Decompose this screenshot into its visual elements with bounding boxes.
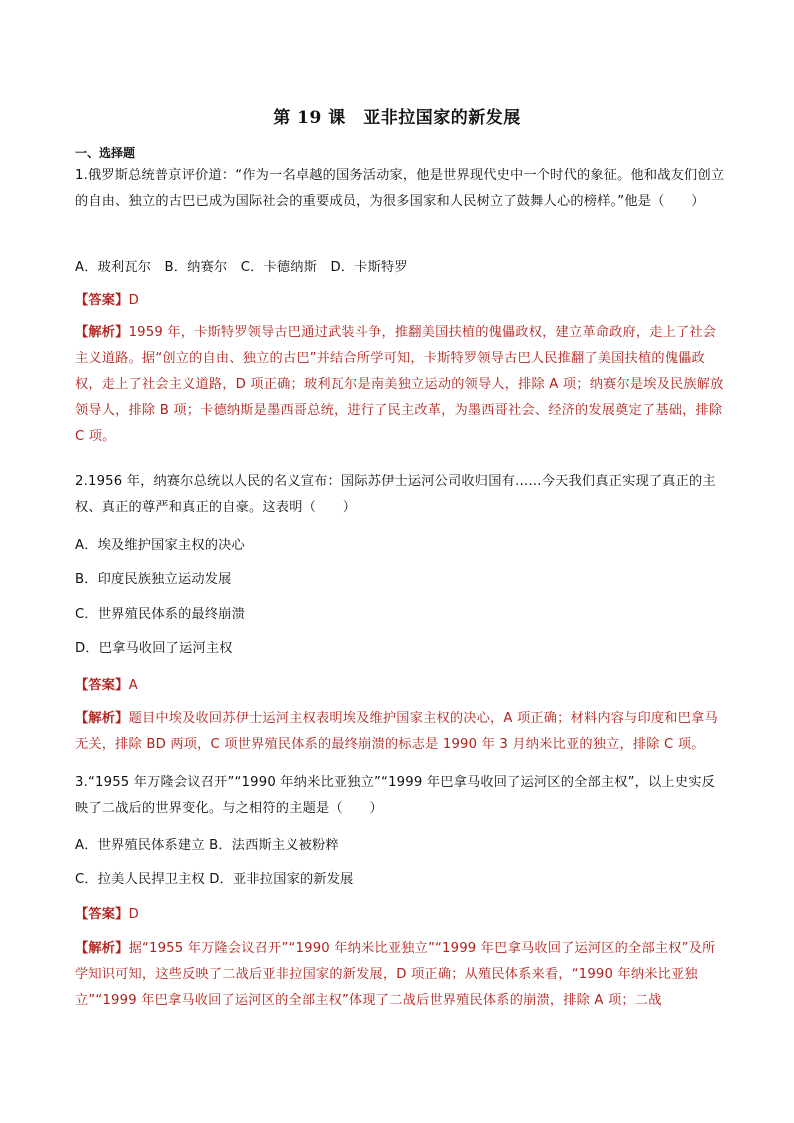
option-row: A．埃及维护国家主权的决心 xyxy=(75,538,245,553)
answer-tag: 【答案】 xyxy=(75,678,129,693)
analysis-body: 据“1955 年万隆会议召开”“1990 年纳米比亚独立”“1999 年巴拿马收回了运河区的全部主权”及所学知识可知，这些反映了二战后亚非拉国家的新发展，D 项正确；从殖民体系来看，“1990 年纳米比亚独立”“1999 年巴拿马收回了运河区的全部主权”体现了二战后世界殖民体系的崩溃，排除 A 项；二战 xyxy=(75,941,716,1008)
question-stem: 3.“1955 年万隆会议召开”“1990 年纳米比亚独立”“1999 年巴拿马收回了运河区的全部主权”，以上史实反映了二战后的世界变化。与之相符的主题是（ ） xyxy=(75,775,715,816)
option-row: D．巴拿马收回了运河主权 xyxy=(75,641,233,656)
option-row: C．世界殖民体系的最终崩溃 xyxy=(75,607,246,622)
analysis-body: 题目中埃及收回苏伊士运河主权表明埃及维护国家主权的决心，A 项正确；材料内容与印度和巴拿马无关，排除 BD 两项，C 项世界殖民体系的最终崩溃的标志是 1990 年 3 月纳米比亚的独立，排除 C 项。 xyxy=(75,711,718,752)
question-stem: 2.1956 年，纳赛尔总统以人民的名义宣布：国际苏伊士运河公司收归国有……今天我们真正实现了真正的主权、真正的尊严和真正的自豪。这表明（ ） xyxy=(75,474,716,515)
analysis-tag: 【解析】 xyxy=(75,711,129,726)
answer-value: A xyxy=(128,678,138,693)
section-heading: 一、选择题 xyxy=(75,146,136,160)
option-row: A．世界殖民体系建立 B．法西斯主义被粉粹 xyxy=(75,838,339,853)
page-title: 第 19 课 亚非拉国家的新发展 xyxy=(273,108,521,128)
analysis-text xyxy=(75,706,725,758)
analysis-tag: 【解析】 xyxy=(75,941,129,956)
option-row: A．玻利瓦尔 B．纳赛尔 C．卡德纳斯 D．卡斯特罗 xyxy=(75,260,408,275)
analysis-text xyxy=(75,936,725,1014)
answer-line xyxy=(75,905,139,925)
option-row: B．印度民族独立运动发展 xyxy=(75,572,232,587)
answer-line xyxy=(75,291,139,311)
answer-value: D xyxy=(128,907,139,922)
answer-tag: 【答案】 xyxy=(75,907,129,922)
answer-value: D xyxy=(128,293,139,308)
question-stem: 1.俄罗斯总统普京评价道：“作为一名卓越的国务活动家，他是世界现代史中一个时代的象征。他和战友们创立的自由、独立的古巴已成为国际社会的重要成员，为很多国家和人民树立了鼓舞人心的榜样。”他是（ ） xyxy=(75,168,725,209)
analysis-tag: 【解析】 xyxy=(75,325,129,340)
analysis-text xyxy=(75,320,725,450)
answer-line xyxy=(75,676,138,696)
option-row: C．拉美人民捍卫主权 D．亚非拉国家的新发展 xyxy=(75,872,354,887)
analysis-body: 1959 年，卡斯特罗领导古巴通过武装斗争，推翻美国扶植的傀儡政权，建立革命政府，走上了社会主义道路。据“创立的自由、独立的古巴”并结合所学可知，卡斯特罗领导古巴人民推翻了美国扶植的傀儡政权，走上了社会主义道路，D 项正确；玻利瓦尔是南美独立运动的领导人，排除 A 项；纳赛尔是埃及民族解放领导人，排除 B 项；卡德纳斯是墨西哥总统，进行了民主改革，为墨西哥社会、经济的发展奠定了基础，排除 C 项。 xyxy=(75,325,724,444)
answer-tag: 【答案】 xyxy=(75,293,129,308)
